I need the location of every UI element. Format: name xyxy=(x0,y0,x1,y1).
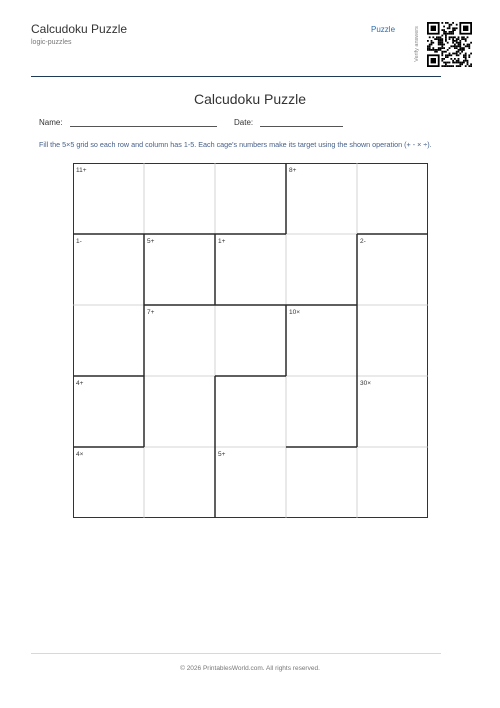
qr-module xyxy=(452,65,454,67)
qr-module xyxy=(452,62,454,64)
qr-module xyxy=(441,29,443,31)
qr-module xyxy=(438,42,440,44)
qr-module xyxy=(441,60,443,62)
calcudoku-grid[interactable] xyxy=(73,163,428,518)
qr-module xyxy=(441,38,443,40)
qr-module xyxy=(447,22,449,24)
qr-module xyxy=(456,45,458,47)
qr-module xyxy=(468,56,470,58)
date-field[interactable] xyxy=(260,126,343,127)
verify-text: Verify answers xyxy=(414,26,420,62)
qr-module xyxy=(450,33,452,35)
qr-module xyxy=(440,40,442,42)
qr-module xyxy=(432,49,434,51)
qr-module xyxy=(463,62,465,64)
qr-module xyxy=(456,24,458,26)
cage-clue: 5+ xyxy=(147,238,155,245)
qr-module xyxy=(431,40,433,42)
qr-module xyxy=(438,38,440,40)
verify-label xyxy=(412,18,422,70)
qr-module xyxy=(441,47,443,49)
qr-module xyxy=(441,40,443,42)
qr-module xyxy=(447,49,449,51)
qr-module xyxy=(461,47,463,49)
qr-module xyxy=(443,58,445,60)
qr-module xyxy=(450,58,452,60)
qr-module xyxy=(445,56,447,58)
qr-module xyxy=(468,44,470,46)
qr-module xyxy=(440,38,442,40)
qr-module xyxy=(458,65,460,67)
qr-module xyxy=(427,40,429,42)
qr-module xyxy=(427,47,429,49)
qr-module xyxy=(452,40,454,42)
qr-module xyxy=(429,44,431,46)
qr-module xyxy=(450,36,452,38)
category-link[interactable]: Puzzle xyxy=(371,25,396,34)
qr-module xyxy=(432,36,434,38)
qr-module xyxy=(463,44,465,46)
qr-module xyxy=(443,26,445,28)
qr-module xyxy=(447,27,449,29)
qr-module xyxy=(436,51,438,53)
qr-module xyxy=(436,36,438,38)
qr-module xyxy=(468,65,470,67)
qr-module xyxy=(468,47,470,49)
qr-module xyxy=(434,51,436,53)
cage-clue: 8+ xyxy=(289,167,297,174)
qr-module xyxy=(465,65,467,67)
qr-module xyxy=(443,51,445,53)
cage-clue: 11+ xyxy=(76,167,87,174)
qr-module xyxy=(443,44,445,46)
qr-module xyxy=(463,36,465,38)
qr-module xyxy=(465,58,467,60)
date-label: Date: xyxy=(234,118,254,127)
qr-module xyxy=(449,36,451,38)
qr-module xyxy=(456,51,458,53)
qr-module xyxy=(436,38,438,40)
qr-module xyxy=(458,49,460,51)
qr-module xyxy=(441,44,443,46)
footer-copyright: © 2026 PrintablesWorld.com. All rights reserved. xyxy=(180,665,320,672)
qr-module xyxy=(454,47,456,49)
qr-module xyxy=(449,33,451,35)
qr-module xyxy=(467,62,469,64)
qr-module xyxy=(447,65,449,67)
qr-module xyxy=(445,54,447,56)
qr-module xyxy=(459,44,461,46)
qr-module xyxy=(465,40,467,42)
qr-module xyxy=(459,49,461,51)
qr-module xyxy=(456,42,458,44)
cage-clue: 1+ xyxy=(218,238,226,245)
qr-module xyxy=(467,63,469,65)
qr-module xyxy=(441,53,443,55)
qr-module xyxy=(449,62,451,64)
qr-module xyxy=(438,49,440,51)
qr-module xyxy=(445,35,447,37)
qr-module xyxy=(438,40,440,42)
qr-module xyxy=(463,38,465,40)
qr-module xyxy=(458,62,460,64)
qr-code-icon[interactable] xyxy=(427,17,472,72)
qr-module xyxy=(427,49,429,51)
qr-module xyxy=(461,36,463,38)
qr-module xyxy=(447,56,449,58)
qr-module xyxy=(465,54,467,56)
qr-module xyxy=(467,44,469,46)
qr-module xyxy=(452,22,454,24)
qr-module xyxy=(449,38,451,40)
qr-module xyxy=(432,47,434,49)
qr-module xyxy=(456,54,458,56)
qr-module xyxy=(443,65,445,67)
qr-module xyxy=(449,47,451,49)
qr-module xyxy=(465,38,467,40)
qr-module xyxy=(441,65,443,67)
name-label: Name: xyxy=(39,118,63,127)
qr-module xyxy=(450,45,452,47)
qr-module xyxy=(454,62,456,64)
qr-module xyxy=(458,58,460,60)
qr-module xyxy=(449,65,451,67)
qr-module xyxy=(458,42,460,44)
qr-module xyxy=(454,58,456,60)
qr-module xyxy=(470,65,472,67)
qr-module xyxy=(459,53,461,55)
header-divider xyxy=(31,76,441,77)
qr-module xyxy=(459,45,461,47)
qr-module xyxy=(445,31,447,33)
qr-module xyxy=(449,54,451,56)
qr-module xyxy=(454,44,456,46)
qr-finder xyxy=(431,58,436,63)
qr-module xyxy=(463,56,465,58)
qr-module xyxy=(436,49,438,51)
qr-module xyxy=(440,47,442,49)
qr-module xyxy=(450,65,452,67)
cage-clue: 4× xyxy=(76,451,84,458)
qr-module xyxy=(459,63,461,65)
qr-module xyxy=(468,54,470,56)
qr-module xyxy=(429,36,431,38)
qr-module xyxy=(449,26,451,28)
qr-module xyxy=(445,33,447,35)
header-title: Calcudoku Puzzle xyxy=(31,22,128,36)
qr-module xyxy=(463,47,465,49)
qr-module xyxy=(452,60,454,62)
qr-module xyxy=(452,27,454,29)
qr-module xyxy=(447,42,449,44)
qr-module xyxy=(449,31,451,33)
qr-module xyxy=(440,36,442,38)
grid-lines xyxy=(73,163,428,518)
qr-module xyxy=(452,29,454,31)
cage-clue: 4+ xyxy=(76,380,84,387)
qr-module xyxy=(456,53,458,55)
qr-module xyxy=(465,60,467,62)
qr-module xyxy=(445,65,447,67)
cage-clue: 10× xyxy=(289,309,301,316)
qr-module xyxy=(441,35,443,37)
qr-module xyxy=(456,65,458,67)
qr-module xyxy=(463,54,465,56)
qr-module xyxy=(456,62,458,64)
qr-module xyxy=(456,47,458,49)
qr-module xyxy=(456,38,458,40)
qr-module xyxy=(440,42,442,44)
qr-module xyxy=(458,38,460,40)
qr-module xyxy=(441,54,443,56)
qr-module xyxy=(452,33,454,35)
qr-module xyxy=(459,40,461,42)
qr-module xyxy=(441,22,443,24)
qr-finder xyxy=(431,26,436,31)
qr-module xyxy=(470,63,472,65)
qr-module xyxy=(441,51,443,53)
qr-module xyxy=(434,49,436,51)
cage-clue: 7+ xyxy=(147,309,155,316)
qr-module xyxy=(445,36,447,38)
qr-module xyxy=(463,49,465,51)
qr-module xyxy=(443,47,445,49)
qr-module xyxy=(458,36,460,38)
qr-module xyxy=(452,31,454,33)
qr-module xyxy=(458,54,460,56)
qr-module xyxy=(459,62,461,64)
qr-module xyxy=(458,45,460,47)
qr-module xyxy=(432,42,434,44)
qr-module xyxy=(452,38,454,40)
qr-module xyxy=(445,38,447,40)
cage-clue: 1- xyxy=(76,238,82,245)
qr-module xyxy=(429,49,431,51)
qr-module xyxy=(456,60,458,62)
qr-module xyxy=(454,29,456,31)
qr-module xyxy=(470,53,472,55)
qr-module xyxy=(452,45,454,47)
footer-divider xyxy=(31,653,441,654)
qr-module xyxy=(467,60,469,62)
qr-module xyxy=(449,27,451,29)
qr-module xyxy=(445,40,447,42)
qr-module xyxy=(452,42,454,44)
qr-module xyxy=(452,53,454,55)
qr-module xyxy=(440,49,442,51)
qr-module xyxy=(459,65,461,67)
qr-module xyxy=(465,53,467,55)
qr-module xyxy=(458,44,460,46)
qr-module xyxy=(443,29,445,31)
qr-module xyxy=(458,60,460,62)
qr-module xyxy=(461,51,463,53)
qr-module xyxy=(459,42,461,44)
qr-module xyxy=(445,62,447,64)
qr-module xyxy=(441,45,443,47)
qr-module xyxy=(429,45,431,47)
qr-finder xyxy=(463,26,468,31)
qr-module xyxy=(431,42,433,44)
qr-module xyxy=(465,45,467,47)
qr-module xyxy=(461,63,463,65)
qr-module xyxy=(447,54,449,56)
qr-module xyxy=(452,36,454,38)
qr-module xyxy=(454,45,456,47)
qr-module xyxy=(445,22,447,24)
cage-clue: 30× xyxy=(360,380,372,387)
qr-module xyxy=(454,36,456,38)
qr-module xyxy=(449,24,451,26)
qr-module xyxy=(438,47,440,49)
qr-module xyxy=(445,51,447,53)
qr-module xyxy=(443,33,445,35)
qr-module xyxy=(438,44,440,46)
qr-module xyxy=(454,27,456,29)
cage-clue: 2- xyxy=(360,238,366,245)
qr-module xyxy=(427,45,429,47)
qr-module xyxy=(429,47,431,49)
qr-module xyxy=(440,44,442,46)
qr-module xyxy=(470,42,472,44)
qr-module xyxy=(447,62,449,64)
qr-module xyxy=(454,53,456,55)
qr-module xyxy=(454,40,456,42)
qr-module xyxy=(465,56,467,58)
qr-module xyxy=(434,38,436,40)
qr-module xyxy=(450,54,452,56)
qr-module xyxy=(450,24,452,26)
qr-module xyxy=(456,27,458,29)
name-field[interactable] xyxy=(70,126,217,127)
qr-module xyxy=(445,63,447,65)
qr-module xyxy=(459,47,461,49)
qr-module xyxy=(438,36,440,38)
qr-module xyxy=(467,36,469,38)
qr-module xyxy=(449,53,451,55)
header-subtitle: logic-puzzles xyxy=(31,39,72,46)
qr-module xyxy=(450,31,452,33)
qr-module xyxy=(461,49,463,51)
qr-module xyxy=(441,42,443,44)
qr-module xyxy=(447,33,449,35)
qr-module xyxy=(458,51,460,53)
page-title: Calcudoku Puzzle xyxy=(193,91,307,107)
instructions: Fill the 5×5 grid so each row and column has 1-5. Each cage's numbers make its target using the shown operation (+ - × ÷). xyxy=(39,140,432,149)
qr-module xyxy=(443,31,445,33)
qr-module xyxy=(443,62,445,64)
cage-clue: 5+ xyxy=(218,451,226,458)
qr-module xyxy=(463,60,465,62)
qr-module xyxy=(431,44,433,46)
qr-module xyxy=(468,45,470,47)
qr-module xyxy=(467,45,469,47)
qr-module xyxy=(431,49,433,51)
qr-module xyxy=(456,40,458,42)
qr-module xyxy=(441,58,443,60)
qr-module xyxy=(461,38,463,40)
qr-module xyxy=(461,62,463,64)
